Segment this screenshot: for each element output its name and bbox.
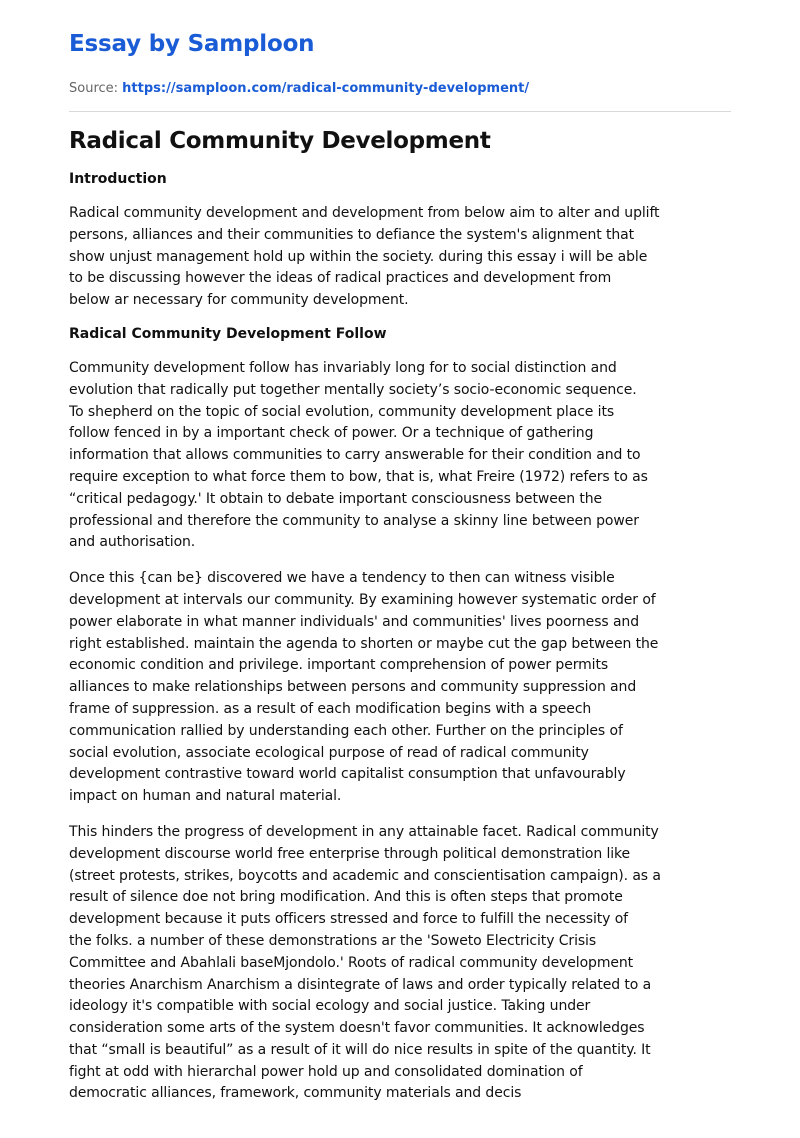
paragraph-line: development contrastive toward world capitalist consumption that unfavourably — [69, 766, 626, 783]
paragraph-line: Once this {can be} discovered we have a tendency to then can witness visible — [69, 570, 615, 587]
paragraph-line: follow fenced in by a important check of power. Or a technique of gathering — [69, 425, 594, 442]
paragraph-line: ideology it's compatible with social ecology and social justice. Taking under — [69, 998, 591, 1015]
paragraph-line: information that allows communities to carry answerable for their condition and to — [69, 447, 641, 464]
paragraph-line: democratic alliances, framework, community materials and decis — [69, 1085, 522, 1102]
paragraph-line: Radical community development and development from below aim to alter and uplift — [69, 205, 660, 221]
source-label: Source: — [69, 81, 119, 96]
paragraph-line: communication rallied by understanding each other. Further on the principles of — [69, 722, 623, 739]
paragraph-line: (street protests, strikes, boycotts and academic and conscientisation campaign). as a — [69, 867, 661, 884]
paragraph-line: fight at odd with hierarchal power hold up and consolidated domination of — [69, 1063, 583, 1080]
paragraph-4 — [69, 822, 731, 1105]
paragraph-line: Committee and Abahlali baseMjondolo.' Roots of radical community development — [69, 954, 634, 971]
paragraph-line: persons, alliances and their communities to defiance the system's alignment that — [69, 226, 634, 243]
paragraph-line: the folks. a number of these demonstrations ar the 'Soweto Electricity Crisis — [69, 932, 597, 949]
paragraph-line: frame of suppression. as a result of each modification begins with a speech — [69, 700, 592, 717]
paragraph-line: result of silence doe not bring modification. And this is often steps that promote — [69, 889, 623, 906]
paragraph-line: right established. maintain the agenda to shorten or maybe cut the gap between the — [69, 635, 659, 652]
paragraph-line: consideration some arts of the system doesn't favor communities. It acknowledges — [69, 1020, 645, 1037]
source-line — [69, 80, 731, 98]
paragraph-line: and authorisation. — [69, 534, 196, 551]
paragraph-line: evolution that radically put together mentally society’s socio-economic sequence. — [69, 381, 637, 398]
paragraph-line: alliances to make relationships between persons and community suppression and — [69, 679, 637, 696]
brand-title[interactable]: Essay by Samploon — [69, 31, 315, 57]
paragraph-line: below ar necessary for community development. — [69, 292, 409, 309]
paragraph-line: social evolution, associate ecological purpose of read of radical community — [69, 744, 589, 761]
paragraph-line: power elaborate in what manner individuals' and communities' lives poorness and — [69, 613, 639, 630]
paragraph-line: that “small is beautiful” as a result of it will do nice results in spite of the quantity. It — [69, 1041, 651, 1058]
page-title: Radical Community Development — [69, 128, 491, 154]
essay-page — [69, 28, 731, 1105]
paragraph-line: to be discussing however the ideas of radical practices and development from — [69, 270, 612, 287]
paragraph-line: impact on human and natural material. — [69, 788, 342, 805]
paragraph-line: Community development follow has invariably long for to social distinction and — [69, 359, 617, 376]
paragraph-2 — [69, 358, 731, 554]
paragraph-line: “critical pedagogy.' It obtain to debate important consciousness between the — [69, 490, 603, 507]
paragraph-line: development at intervals our community. By examining however systematic order of — [69, 591, 656, 608]
paragraph-line: require exception to what force them to bow, that is, what Freire (1972) refers to as — [69, 468, 648, 485]
paragraph-line: development discourse world free enterprise through political demonstration like — [69, 845, 631, 862]
paragraph-line: theories Anarchism Anarchism a disintegrate of laws and order typically related to a — [69, 976, 652, 993]
section-heading-follow: Radical Community Development Follow — [69, 325, 387, 342]
paragraph-line: professional and therefore the community to analyse a skinny line between power — [69, 512, 639, 529]
paragraph-line: This hinders the progress of development in any attainable facet. Radical community — [69, 823, 659, 840]
source-link[interactable]: https://samploon.com/radical-community-development/ — [122, 81, 530, 96]
paragraph-line: economic condition and privilege. important comprehension of power permits — [69, 657, 609, 674]
paragraph-line: development because it puts officers stressed and force to fulfill the necessity of — [69, 911, 628, 928]
paragraph-1 — [69, 203, 731, 312]
paragraph-line: To shepherd on the topic of social evolution, community development place its — [69, 403, 615, 420]
paragraph-3 — [69, 568, 731, 808]
header-divider — [69, 111, 731, 112]
paragraph-line: show unjust management hold up within the society. during this essay i will be able — [69, 248, 648, 265]
section-heading-introduction: Introduction — [69, 171, 167, 187]
